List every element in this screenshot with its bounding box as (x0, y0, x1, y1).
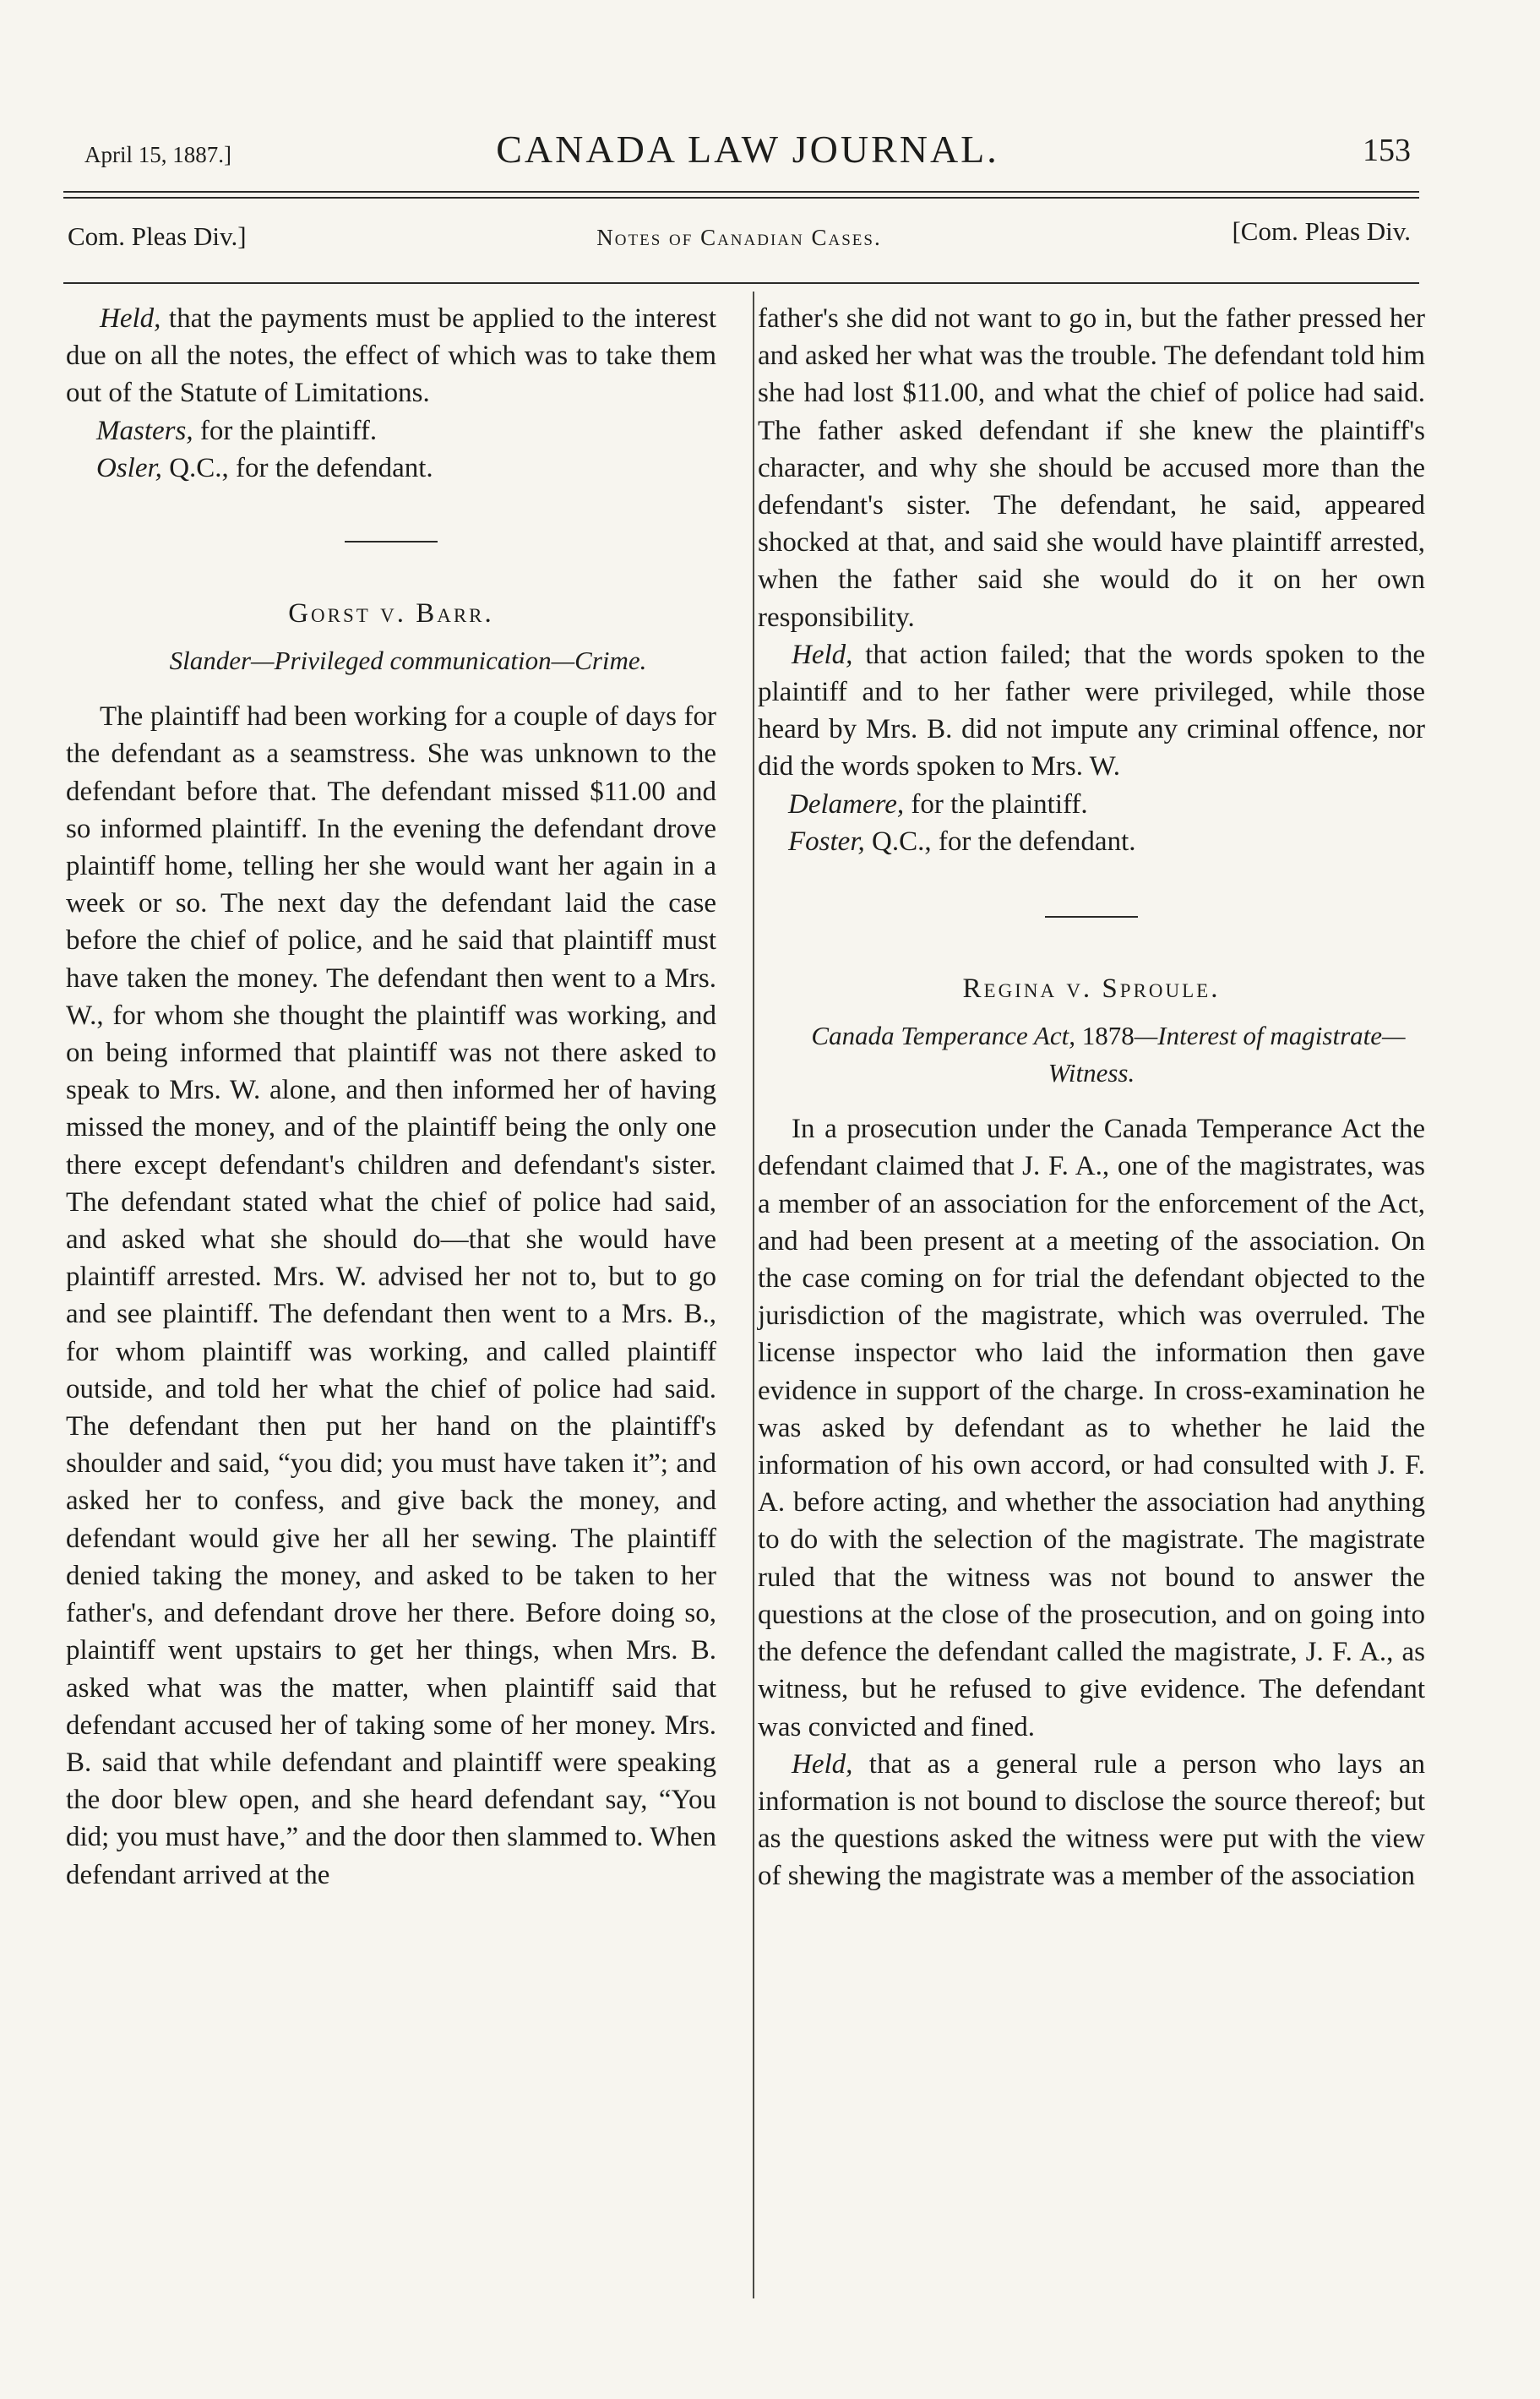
column-divider (753, 292, 754, 2298)
issue-date: April 15, 1887.] (84, 142, 231, 167)
case-title: Regina v. Sproule. (962, 973, 1221, 1005)
case-body: In a prosecution under the Canada Temperance Act the defendant claimed that J. F. A., one of the magistrates, was a member of an association for the enforcement of the Act, and had been present at a meeting of the association. On the case coming on for trial the defendant objected to the jurisdiction of the magistrate, which was overruled. The license inspector who laid the information then gave evidence in support of the charge. In cross-examination he was asked by defendant as to whether he laid the information of his own accord, or had consulted with J. F. A. before acting, and whether the association had anything to do with the selection of the magistrate. The magistrate ruled that the witness was not bound to answer the questions at the close of the prosecution, and on going into the defence the defendant called the magistrate, J. F. A., as witness, but he refused to give evidence. The defendant was convicted and fined. (758, 1114, 1425, 1742)
held-paragraph: Held, that as a general rule a person who lays an information is not bound to disclose the source thereof; but as the questions asked the witness were put with the view of shewing the magistrate was a member of the association (758, 1748, 1425, 1892)
section-rule (63, 282, 1419, 284)
case-body: The plaintiff had been working for a couple of days for the defendant as a seamstress. She was unknown to the defendant before that. The defendant missed $11.00 and so informed plaintiff. In the evening the defendant drove plaintiff home, telling her she would want her again in a week or so. The next day the defendant laid the case before the chief of police, and he said that plaintiff must have taken the money. The defendant then went to a Mrs. W., for whom she thought the plaintiff was working, and on being informed that plaintiff was not there asked to speak to Mrs. W. alone, and then informed her of having missed the money, and of the plaintiff being the only one there except defendant's children and defendant's sister. The defendant stated what the chief of police had said, and asked what she should do—that she would have plaintiff arrested. Mrs. W. advised her not to, but to go and see plaintiff. The defendant then went to a Mrs. B., for whom plaintiff was working, and called plaintiff outside, and told her what the chief of police had said. The defendant then put her hand on the plaintiff's shoulder and said, “you did; you must have taken it”; and asked her to confess, and give back the money, and defendant would give her all her sewing. The plaintiff denied taking the money, and asked to be taken to her father's, and defendant drove her there. Before doing so, plaintiff went upstairs to get her things, when Mrs. B. asked what was the matter, when plaintiff said that defendant accused her of taking some of her money. Mrs. B. said that while defendant and plaintiff were speaking the door blew open, and she heard defendant say, “You did; you must have,” and the door then slammed to. When defendant arrived at the (66, 701, 716, 1890)
counsel-plaintiff: Masters, for the plaintiff. (96, 415, 378, 446)
counsel-defendant: Osler, Q.C., for the defendant. (96, 452, 433, 483)
section-head (68, 216, 1411, 259)
case-rubric: Canada Temperance Act, 1878—Interest of magistrate—Witness. (811, 1021, 1406, 1088)
case-rubric: Slander—Privileged communication—Crime. (169, 646, 647, 676)
header-rule-bottom (63, 197, 1419, 199)
case-body-continuation: father's she did not want to go in, but the father pressed her and asked her what was the trouble. The defendant told him she had lost $11.00, and what the chief of police had said. The father asked defendant if she knew the plaintiff's character, and why she should be accused more than the defendant's sister. The defendant, he said, appeared shocked at that, and said she would have plaintiff arrested, when the father said she would do it on her own responsibility. (758, 303, 1425, 633)
section-head-right: [Com. Pleas Div. (1232, 216, 1411, 246)
page-number: 153 (1363, 133, 1411, 168)
held-paragraph: Held, that the payments must be applied to the interest due on all the notes, the effect of which was to take them out of the Statute of Limitations. (66, 303, 716, 409)
running-head (84, 127, 1411, 177)
right-column (758, 300, 1425, 1895)
left-column (66, 300, 716, 1894)
counsel-defendant: Foster, Q.C., for the defendant. (788, 826, 1136, 857)
section-head-left: Com. Pleas Div.] (68, 221, 247, 251)
journal-title: CANADA LAW JOURNAL. (496, 128, 999, 171)
header-rule-top (63, 191, 1419, 193)
section-head-center: Notes of Canadian Cases. (596, 225, 882, 250)
case-title: Gorst v. Barr. (288, 598, 494, 630)
counsel-plaintiff: Delamere, for the plaintiff. (788, 788, 1088, 820)
held-paragraph: Held, that action failed; that the words spoken to the plaintiff and to her father were privileged, while those heard by Mrs. B. did not impute any criminal offence, nor did the words spoken to Mrs. W. (758, 639, 1425, 782)
